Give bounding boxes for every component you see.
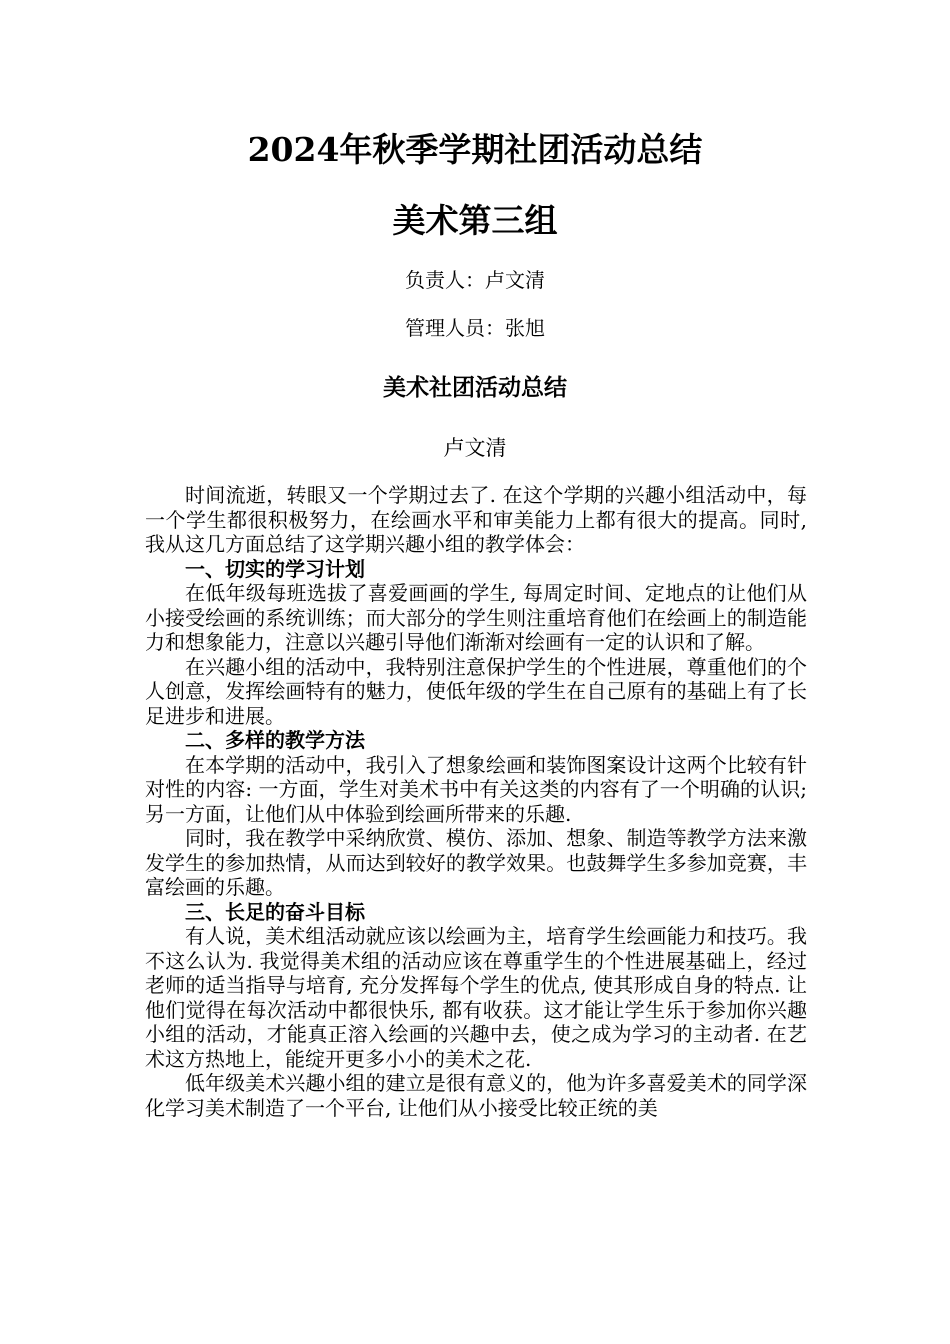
paragraph-significance: 低年级美术兴趣小组的建立是很有意义的，他为许多喜爱美术的同学深化学习美术制造了一个平台, 让他们从小接受比较正统的美 xyxy=(145,1071,807,1120)
document-title: 2024年秋季学期社团活动总结 xyxy=(247,130,703,169)
paragraph-study-plan: 在低年级每班选拔了喜爱画画的学生, 每周定时间、定地点的让他们从小接受绘画的系统训练；而大部分的学生则注重培育他们在绘画上的制造能力和想象能力，注意以兴趣引导他们渐渐对绘画有一定的认识和了解。 xyxy=(145,581,807,654)
body-text xyxy=(145,483,807,1120)
author-name: 卢文清 xyxy=(443,436,507,460)
heading-study-plan: 一、切实的学习计划 xyxy=(185,556,365,581)
paragraph-teaching-content: 在本学期的活动中，我引入了想象绘画和装饰图案设计这两个比较有针对性的内容: 一方面，学生对美术书中有关这类的内容有了一个明确的认识; 另一方面，让他们从中体验到绘画所带来的乐趣. xyxy=(145,752,807,826)
paragraph-individuality: 在兴趣小组的活动中，我特别注意保护学生的个性进展，尊重他们的个人创意，发挥绘画特有的魅力，使低年级的学生在自己原有的基础上有了长足进步和进展。 xyxy=(145,654,807,728)
paragraph-teaching-methods: 同时，我在教学中采纳欣赏、模仿、添加、想象、制造等教学方法来激发学生的参加热情，从而达到较好的教学效果。也鼓舞学生多参加竞赛，丰富绘画的乐趣。 xyxy=(145,826,807,899)
document-subtitle: 美术第三组 xyxy=(392,201,558,240)
paragraph-intro: 时间流逝，转眼又一个学期过去了. 在这个学期的兴趣小组活动中，每一个学生都很积极努力，在绘画水平和审美能力上都有很大的提高。同时, 我从这几方面总结了这学期兴趣小组的教学体会： xyxy=(145,483,807,556)
paragraph-goals: 有人说，美术组活动就应该以绘画为主，培育学生绘画能力和技巧。我不这么认为. 我觉得美术组的活动应该在尊重学生的个性进展基础上，经过老师的适当指导与培育, 充分发挥每个学生的优点, 使其形成自身的特点. 让他们觉得在每次活动中都很快乐, 都有收获。这才能让学生乐于参加你兴趣小组的活动，才能真正溶入绘画的兴趣中去，使之成为学习的主动者. 在艺术这方热地上，能绽开更多小小的美术之花. xyxy=(145,924,807,1071)
section-title: 美术社团活动总结 xyxy=(383,374,567,401)
responsible-person: 负责人：卢文清 xyxy=(405,268,545,292)
manager-person: 管理人员：张旭 xyxy=(405,316,545,340)
heading-teaching-methods: 二、多样的教学方法 xyxy=(185,728,365,752)
heading-goals: 三、长足的奋斗目标 xyxy=(185,899,365,924)
